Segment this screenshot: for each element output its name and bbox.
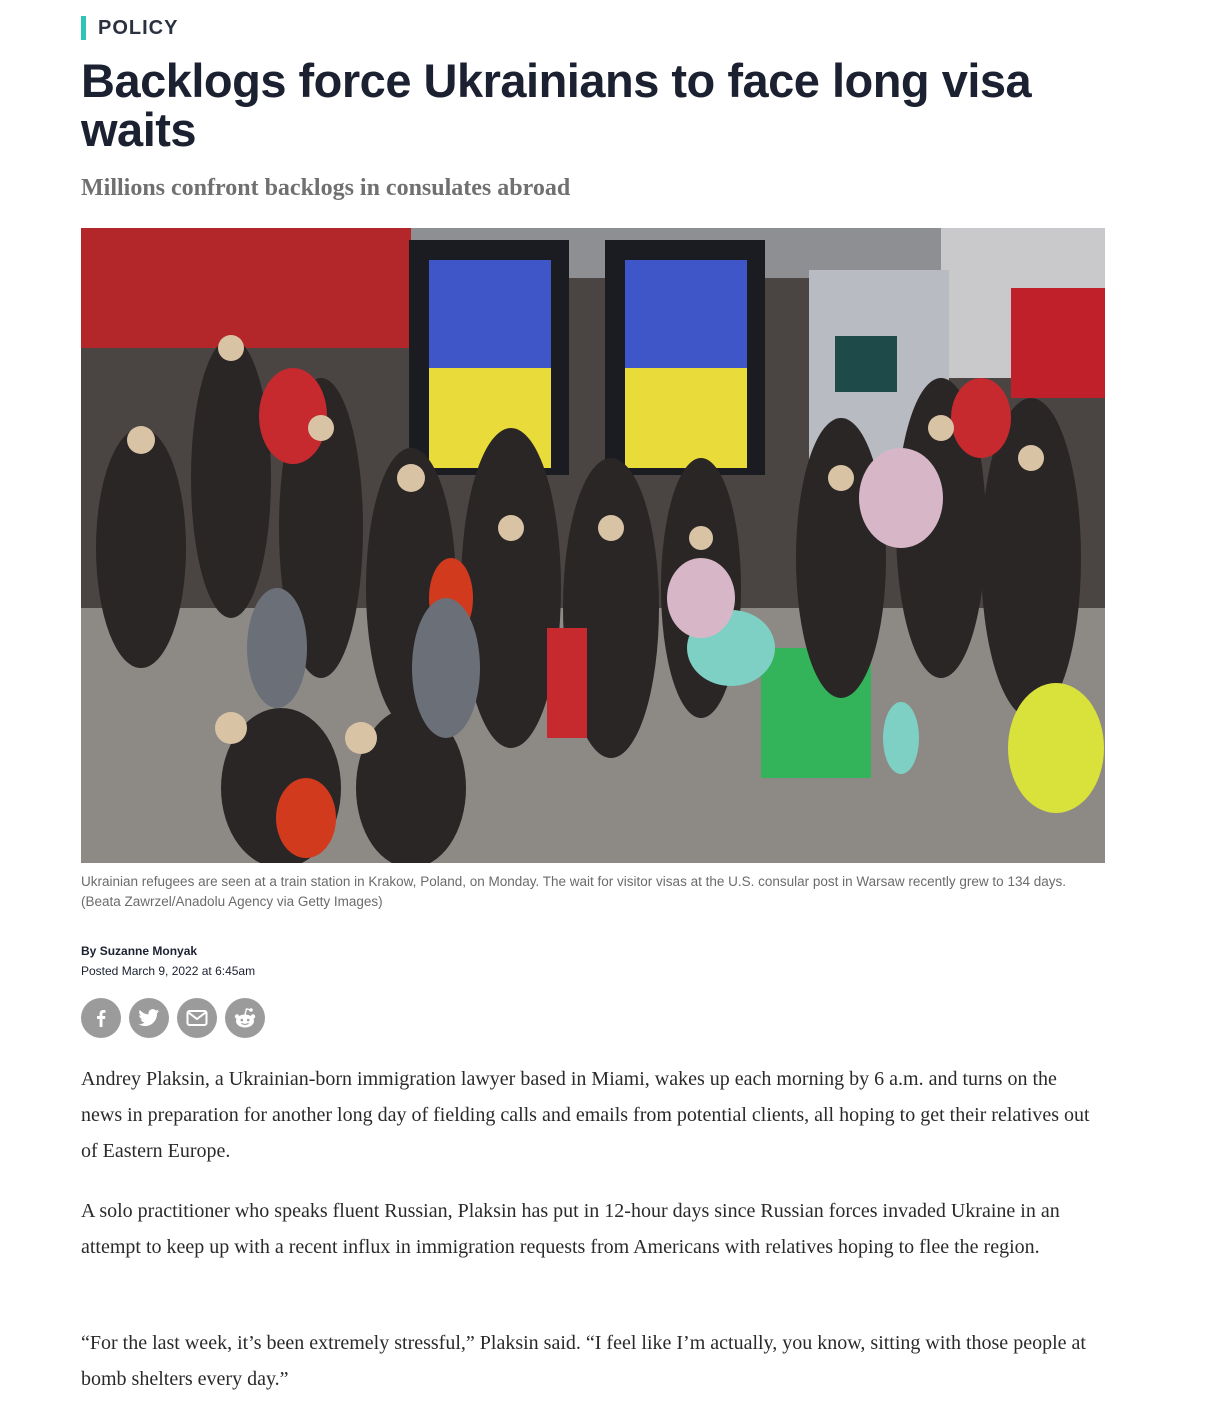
body-paragraph: A solo practitioner who speaks fluent Russian, Plaksin has put in 12-hour days since Russian forces invaded Ukraine in an attempt to keep up with a recent influx in immigration requests from Americans with relatives hoping to flee the region. <box>81 1200 1060 1258</box>
share-bar <box>81 998 265 1038</box>
share-reddit-button[interactable] <box>225 998 265 1038</box>
email-icon <box>186 1009 208 1027</box>
category-label[interactable]: POLICY <box>98 16 179 39</box>
body-paragraph: “For the last week, it’s been extremely stressful,” Plaksin said. “I feel like I’m actually, you know, sitting with those people at bomb shelters every day.” <box>81 1332 1086 1390</box>
twitter-icon <box>138 1008 160 1028</box>
byline-prefix: By <box>81 944 97 958</box>
posted-date: Posted March 9, 2022 at 6:45am <box>81 964 256 978</box>
author-link[interactable]: Suzanne Monyak <box>99 944 198 958</box>
share-twitter-button[interactable] <box>129 998 169 1038</box>
share-email-button[interactable] <box>177 998 217 1038</box>
category-tag[interactable] <box>81 16 178 40</box>
share-facebook-button[interactable] <box>81 998 121 1038</box>
lead-photo <box>81 228 1105 863</box>
subheadline: Millions confront backlogs in consulates abroad <box>81 175 571 201</box>
photo-caption: Ukrainian refugees are seen at a train station in Krakow, Poland, on Monday. The wait for visitor visas at the U.S. consular post in Warsaw recently grew to 134 days. (Beata Zawrzel/Anadolu Agency via Getty Images) <box>81 874 1066 909</box>
headline: Backlogs force Ukrainians to face long visa waits <box>81 54 1032 156</box>
facebook-icon <box>91 1008 111 1028</box>
reddit-icon <box>233 1007 257 1029</box>
byline <box>81 944 197 958</box>
category-accent-bar <box>81 16 86 40</box>
body-paragraph: Andrey Plaksin, a Ukrainian-born immigration lawyer based in Miami, wakes up each morning by 6 a.m. and turns on the news in preparation for another long day of fielding calls and emails from potential clients, all hoping to get their relatives out of Eastern Europe. <box>81 1068 1090 1162</box>
